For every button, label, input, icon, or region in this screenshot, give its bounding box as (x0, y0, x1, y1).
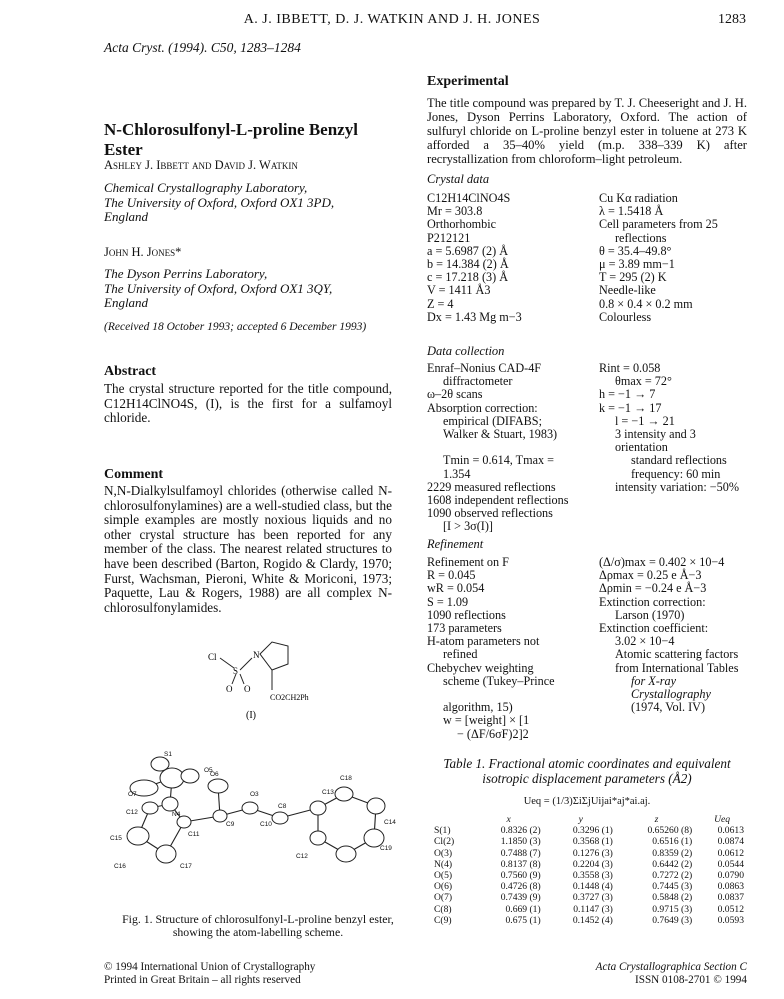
atom-label-c10: C10 (260, 821, 272, 828)
col-header: Ueq (714, 814, 731, 825)
atom-label-o3: O3 (250, 791, 259, 798)
cell: 0.3727 (3) (572, 892, 613, 904)
rf-right: Δρmax = 0.25 e Å−3 (599, 568, 702, 583)
dc-left: 1608 independent reflections (427, 493, 569, 508)
experimental-text: The title compound was prepared by T. J. Cheeseright and J. H. Jones, Dyson Perrins Laboratory, Oxford. The action of sulfuryl chloride on L-proline benzyl ester in toluene at 273 K afforded a 35–40% yield (m.p. 338–339 K) after recrystallization from chloroform–light petroleum. (427, 96, 747, 166)
comment-text: N,N-Dialkylsulfamoyl chlorides (otherwise called N-chlorosulfonylamines) are a well-studied class, but the simple examples are mostly noxious liquids and no other crystal structure has been reported for any member of the class. The nearest related structures to have been described (Barton, Rogido & Clardy, 1970; Furst, Wachsman, Pieroni, White & Moriconi, 1973; Paquette, Lau & Rogers, 1988) are all complex N-chlorosulfonylamides. (104, 483, 392, 615)
rf-right: Larson (1970) (615, 607, 685, 622)
dc-right: frequency: 60 min (631, 466, 721, 481)
rf-left: 1090 reflections (427, 607, 506, 622)
cell: 0.7445 (3) (652, 881, 693, 893)
col-header (430, 814, 473, 825)
cell: 0.7488 (7) (500, 847, 541, 859)
rf-right: Atomic scattering factors (615, 647, 739, 662)
atom-label-c12a: C12 (126, 809, 138, 816)
cell: N(4) (434, 858, 453, 870)
dc-right: Rint = 0.058 (599, 361, 661, 375)
rf-left: 173 parameters (427, 621, 502, 636)
cd-right: Cell parameters from 25 (599, 217, 718, 232)
data-collection (427, 362, 747, 534)
affiliation-1 (104, 181, 392, 225)
atom-label-s1: S1 (164, 751, 172, 758)
table-row (430, 892, 748, 903)
cell: 0.1452 (4) (572, 914, 613, 926)
cell: C(8) (434, 903, 452, 915)
running-header-authors: A. J. IBBETT, D. J. WATKIN AND J. H. JONES (243, 12, 541, 27)
rf-right: Extinction coefficient: (599, 621, 709, 636)
cd-right: λ = 1.5418 Å (599, 204, 664, 219)
cell: 0.65260 (8) (647, 825, 693, 837)
atom-label-o5: O5 (204, 767, 213, 774)
cd-right: Cu Kα radiation (599, 191, 678, 205)
cell: 0.6442 (2) (652, 858, 693, 870)
cd-right: μ = 3.89 mm−1 (599, 257, 675, 272)
rf-left: S = 1.09 (427, 594, 469, 609)
scheme-o2: O (244, 684, 251, 694)
dc-left: diffractometer (443, 374, 513, 389)
cell: 0.2204 (3) (572, 858, 613, 870)
atom-label-c12b: C12 (296, 853, 308, 860)
cd-right: T = 295 (2) K (599, 270, 667, 285)
cell: 0.7649 (3) (652, 914, 693, 926)
cell: O(5) (434, 870, 453, 882)
rf-left: Chebychev weighting (427, 660, 534, 675)
citation: Acta Cryst. (1994). C50, 1283–1284 (104, 40, 301, 55)
dc-right: l = −1 → 21 (615, 413, 675, 428)
cell: 0.675 (1) (505, 914, 541, 926)
cell: 0.9715 (3) (652, 903, 693, 915)
data-collection-heading: Data collection (427, 344, 505, 358)
affiliation-1-line: Chemical Crystallography Laboratory, (104, 180, 308, 195)
col-header: z (654, 814, 659, 825)
issn: ISSN 0108-2701 © 1994 (635, 974, 747, 986)
cell: 0.8326 (2) (500, 825, 541, 837)
dc-right: h = −1 → 7 (599, 387, 656, 402)
rf-left: − (ΔF/6σF)2]2 (457, 726, 529, 741)
cell: 0.0863 (717, 881, 744, 893)
cell: 0.6516 (1) (652, 836, 693, 848)
rf-left: H-atom parameters not (427, 634, 540, 649)
rf-left: R = 0.045 (427, 568, 476, 583)
cd-right: θ = 35.4–49.8° (599, 243, 672, 258)
cell: 0.0512 (717, 903, 744, 915)
atom-label-c8: C8 (278, 803, 287, 810)
dc-left: Enraf–Nonius CAD-4F (427, 361, 542, 375)
cd-right: reflections (615, 230, 667, 245)
abstract-heading: Abstract (104, 364, 157, 379)
cell: 0.0593 (717, 914, 744, 926)
dc-right: k = −1 → 17 (599, 400, 662, 415)
cd-left: Mr = 303.8 (427, 204, 483, 219)
rf-left: w = [weight] × [1 (443, 713, 530, 728)
dc-left: Walker & Stuart, 1983) (443, 427, 558, 442)
cell: 0.0544 (717, 858, 744, 870)
cd-left: P212121 (427, 230, 471, 245)
coordinates-table (430, 814, 748, 926)
cell: 0.0790 (717, 870, 744, 882)
scheme-label: (I) (246, 710, 256, 721)
table-row (430, 915, 748, 926)
cell: 0.0613 (717, 825, 744, 837)
rf-right: (1974, Vol. IV) (631, 700, 706, 715)
scheme-cl: Cl (208, 652, 217, 662)
rf-right: Extinction correction: (599, 594, 706, 609)
cd-left: Orthorhombic (427, 217, 497, 232)
table-row (430, 848, 748, 859)
col-header: x (506, 814, 511, 825)
refinement-heading: Refinement (427, 537, 484, 551)
table1-caption: Table 1. Fractional atomic coordinates and equivalent isotropic displacement parameters (Å2) (443, 756, 731, 786)
table-row (430, 825, 748, 836)
cell: 0.8137 (8) (500, 858, 541, 870)
scheme-ester: CO2CH2Ph (270, 693, 309, 702)
chemical-scheme (200, 628, 340, 738)
article-title: N-Chlorosulfonyl-L-proline Benzyl Ester (104, 120, 358, 159)
cell: 0.3568 (1) (572, 836, 613, 848)
col-header: y (578, 814, 583, 825)
cd-left: c = 17.218 (3) Å (427, 270, 508, 285)
rf-right: Δρmin = −0.24 e Å−3 (599, 581, 707, 596)
copyright: © 1994 International Union of Crystallography (104, 961, 316, 973)
affiliation-1-line: England (104, 209, 149, 224)
rf-left: scheme (Tukey–Prince (443, 673, 555, 688)
cd-right: 0.8 × 0.4 × 0.2 mm (599, 296, 693, 311)
cd-left: b = 14.384 (2) Å (427, 257, 509, 272)
page-number: 1283 (718, 12, 746, 27)
affiliation-2-line: England (104, 295, 149, 310)
authors-1: Ashley J. Ibbett and David J. Watkin (104, 158, 298, 172)
cell: S(1) (434, 825, 451, 837)
cd-left: Z = 4 (427, 296, 454, 311)
dc-left: 2229 measured reflections (427, 479, 556, 494)
cell: 0.1448 (4) (572, 881, 613, 893)
atom-label-c18: C18 (340, 775, 352, 782)
table-row (430, 870, 748, 881)
table1-formula: Ueq = (1/3)ΣiΣjUijai*aj*ai.aj. (523, 796, 651, 807)
ortep-ellipsoids (127, 757, 385, 863)
atom-label-o6: O6 (210, 771, 219, 778)
cell: 0.8359 (2) (652, 847, 693, 859)
cell: 0.0612 (717, 847, 744, 859)
affiliation-2-line: The University of Oxford, Oxford OX1 3QY, (104, 280, 333, 296)
atom-label-c16: C16 (114, 863, 126, 870)
affiliation-2 (104, 267, 392, 311)
cd-right: Colourless (599, 309, 652, 324)
dc-left: [I > 3σ(I)] (443, 519, 493, 534)
refinement (427, 556, 747, 741)
cell: 0.1147 (3) (573, 903, 613, 915)
cd-left: V = 1411 Å3 (427, 283, 491, 298)
journal-name: Acta Crystallographica Section C (595, 961, 747, 973)
authors-2: John H. Jones* (104, 245, 182, 259)
scheme-s: S (233, 666, 239, 676)
atom-label-c13: C13 (322, 789, 334, 796)
atom-label-c19: C19 (380, 845, 392, 852)
dc-right: 3 intensity and 3 orientation (615, 427, 696, 455)
dc-left: Absorption correction: (427, 400, 538, 415)
atom-label-c11: C11 (188, 831, 200, 838)
rf-left: Refinement on F (427, 555, 509, 569)
experimental-heading: Experimental (427, 74, 509, 89)
atom-label-o7: O7 (128, 791, 137, 798)
rf-left: wR = 0.054 (427, 581, 485, 596)
cell: 1.1850 (3) (500, 836, 541, 848)
received-dates: (Received 18 October 1993; accepted 6 December 1993) (104, 321, 367, 333)
table-row (430, 881, 748, 892)
dc-left: Tmin = 0.614, Tmax = (443, 453, 555, 468)
figure-caption: Fig. 1. Structure of chlorosulfonyl-L-proline benzyl ester, showing the atom-labelling scheme. (122, 912, 394, 939)
crystal-data (427, 192, 747, 324)
cell: O(7) (434, 892, 453, 904)
affiliation-2-line: The Dyson Perrins Laboratory, (104, 266, 268, 281)
table-row (430, 859, 748, 870)
printed-notice: Printed in Great Britain – all rights reserved (104, 974, 301, 986)
cell: 0.3558 (3) (572, 870, 613, 882)
cell: C(9) (434, 914, 452, 926)
cd-left: Dx = 1.43 Mg m−3 (427, 309, 522, 324)
atom-label-n4: N4 (172, 811, 181, 818)
scheme-n: N (253, 650, 260, 660)
atom-label-c17: C17 (180, 863, 192, 870)
affiliation-1-line: The University of Oxford, Oxford OX1 3PD, (104, 194, 335, 210)
abstract-text: The crystal structure reported for the title compound, C12H14ClNO4S, (I), is the first for a sulfamoyl chloride. (104, 381, 392, 426)
ortep-figure (100, 746, 410, 896)
cell: O(6) (434, 881, 453, 893)
cell: 0.4726 (8) (500, 881, 541, 893)
crystal-data-heading: Crystal data (427, 172, 490, 186)
cd-left: a = 5.6987 (2) Å (427, 243, 508, 258)
dc-right: intensity variation: −50% (615, 479, 739, 494)
cell: Cl(2) (434, 836, 455, 848)
cell: 0.7272 (2) (652, 870, 693, 882)
cell: 0.7560 (9) (500, 870, 541, 882)
table-row (430, 904, 748, 915)
cell: 0.7439 (9) (500, 892, 541, 904)
rf-right: 3.02 × 10−4 (615, 634, 675, 649)
rf-left: algorithm, 15) (443, 700, 513, 715)
dc-left: 1.354 (443, 466, 471, 481)
table-header-row (430, 814, 748, 825)
cell: 0.1276 (3) (572, 847, 613, 859)
scheme-o1: O (226, 684, 233, 694)
cell: 0.5848 (2) (652, 892, 693, 904)
dc-left: 1090 observed reflections (427, 506, 553, 521)
cd-right: Needle-like (599, 283, 656, 298)
rf-left: refined (443, 647, 478, 662)
cell: 0.0874 (717, 836, 744, 848)
cd-left: C12H14ClNO4S (427, 191, 511, 205)
dc-right: standard reflections (631, 453, 727, 468)
dc-left: ω–2θ scans (427, 387, 483, 402)
atom-label-c15: C15 (110, 835, 122, 842)
atom-label-c9: C9 (226, 821, 235, 828)
rf-right: from International Tables (615, 660, 739, 675)
rf-right: (Δ/σ)max = 0.402 × 10−4 (599, 555, 725, 569)
comment-heading: Comment (104, 467, 164, 482)
dc-left: empirical (DIFABS; (443, 413, 542, 428)
cell: 0.3296 (1) (572, 825, 613, 837)
dc-right: θmax = 72° (615, 374, 672, 389)
cell: O(3) (434, 847, 453, 859)
atom-label-c14: C14 (384, 819, 396, 826)
cell: 0.669 (1) (505, 903, 541, 915)
cell: 0.0837 (717, 892, 744, 904)
rf-right: for X-ray Crystallography (631, 673, 711, 702)
table-row (430, 836, 748, 847)
